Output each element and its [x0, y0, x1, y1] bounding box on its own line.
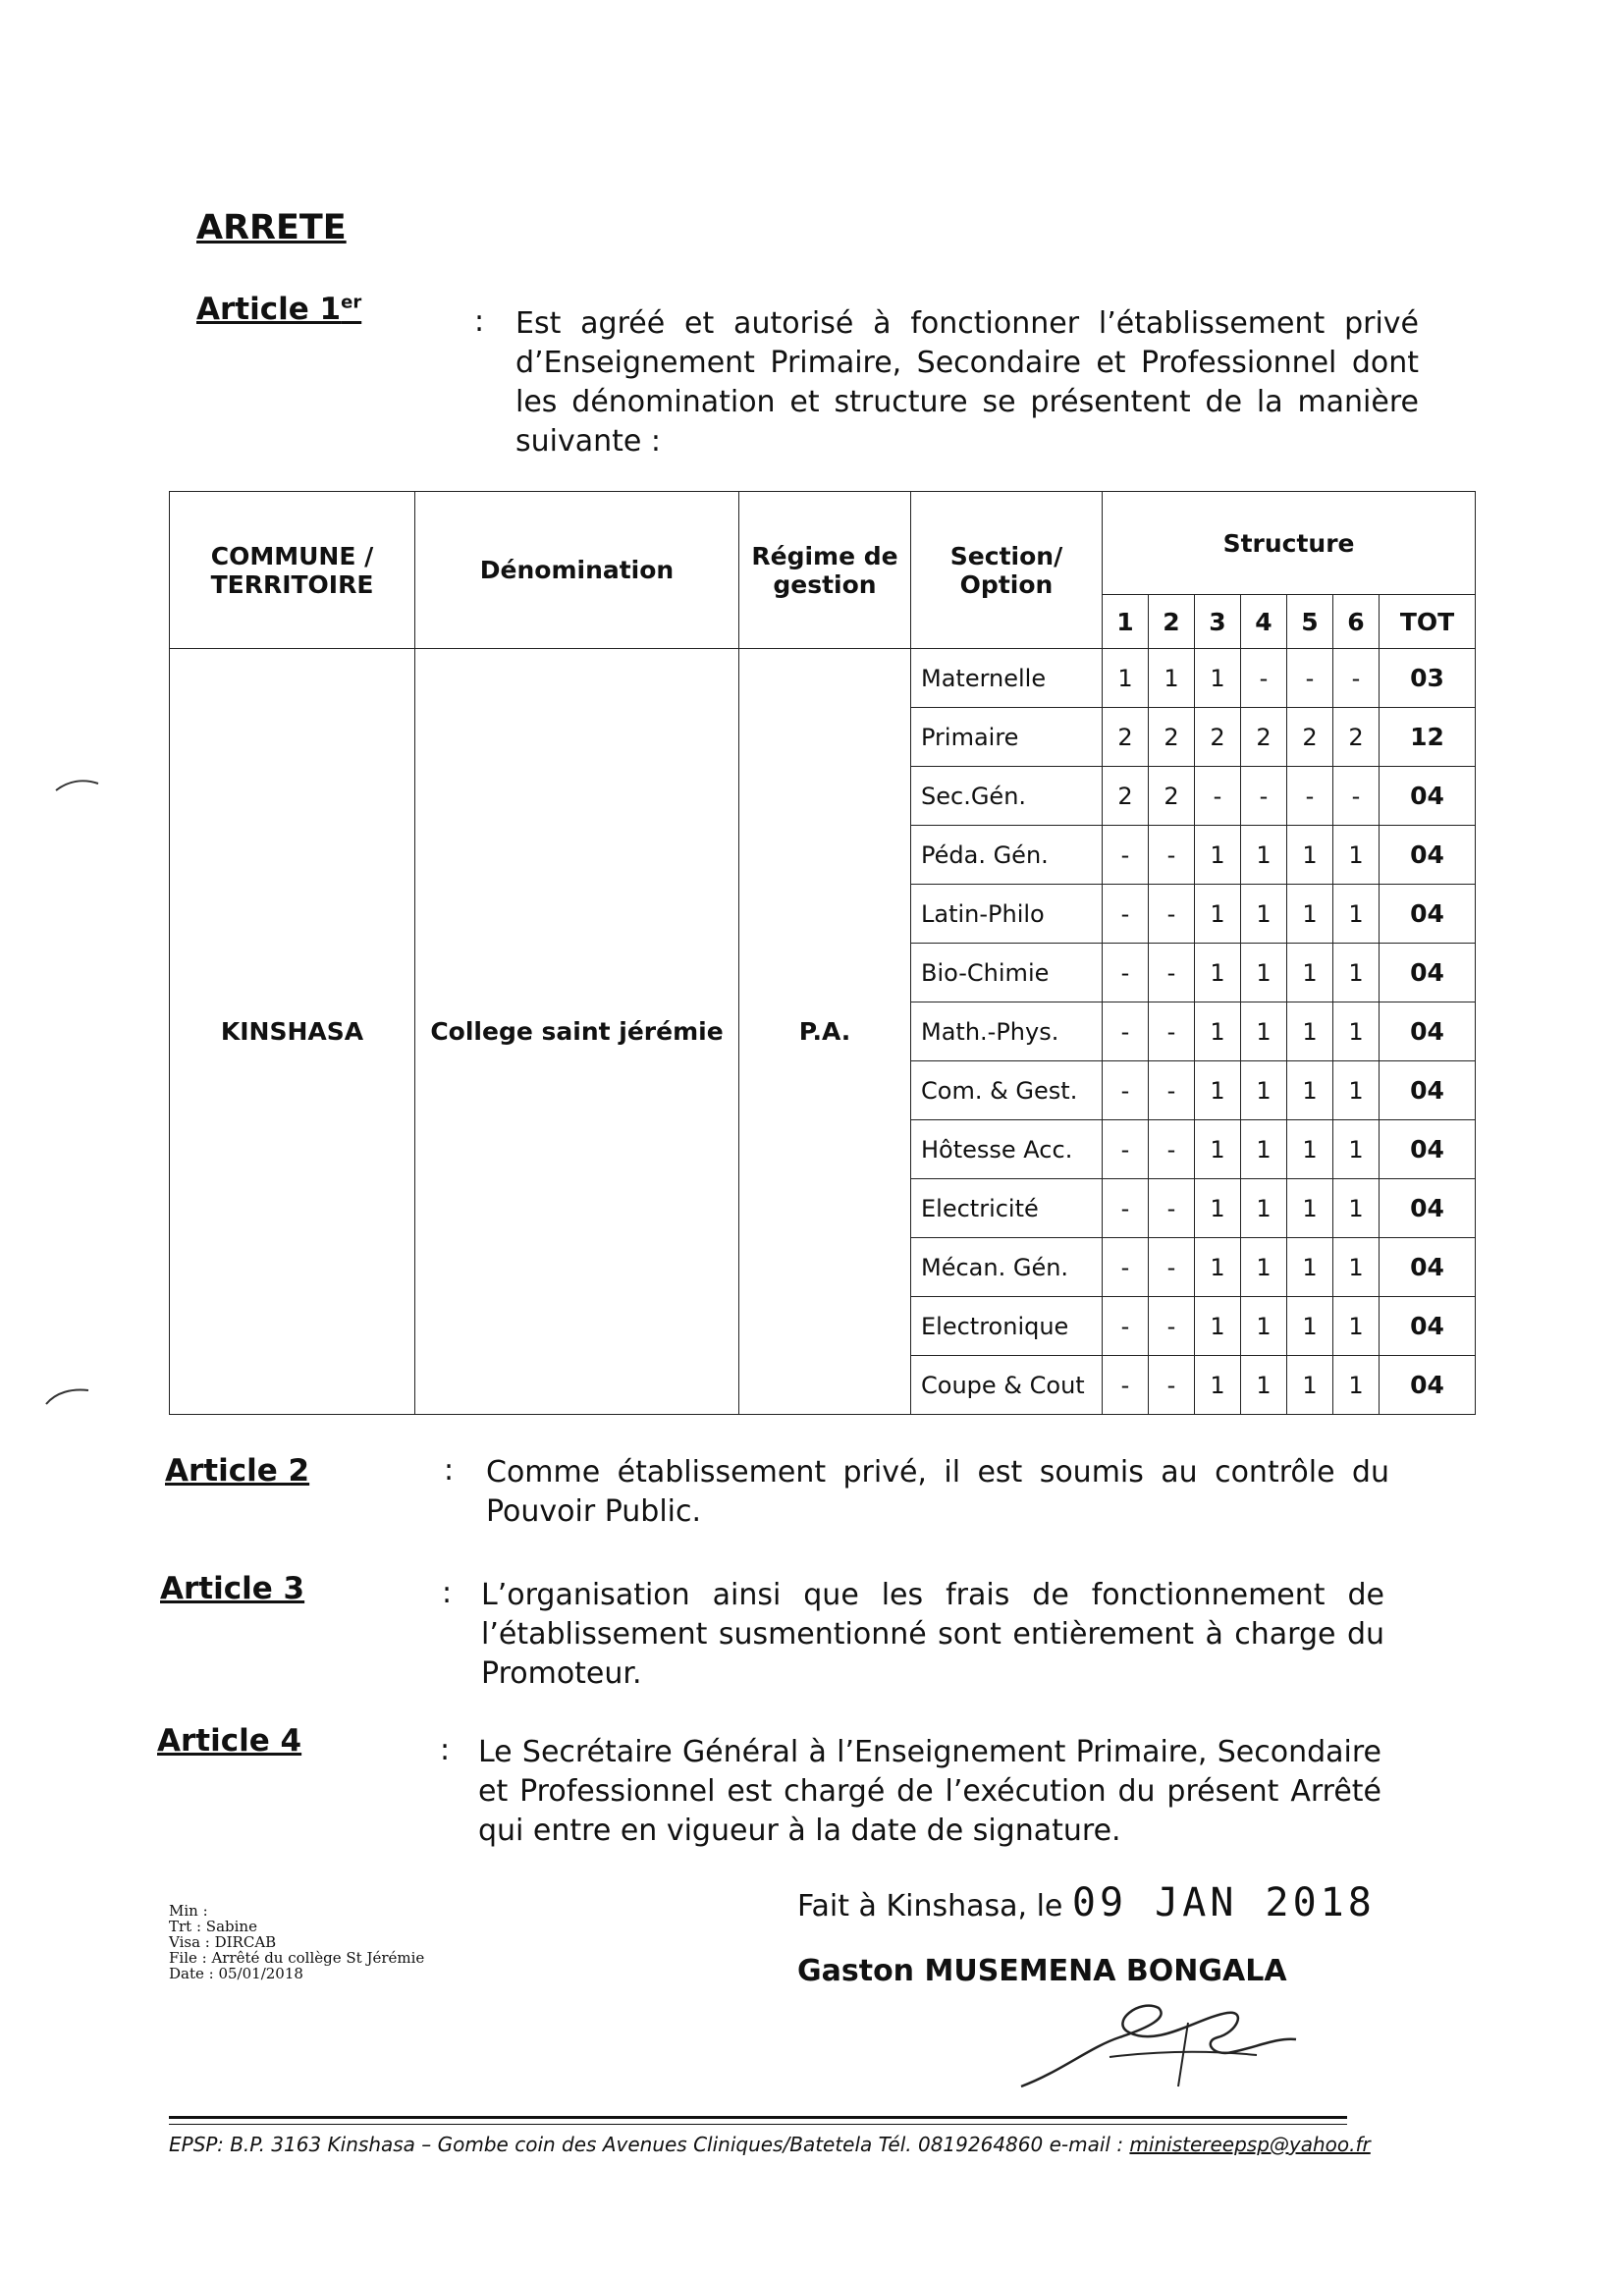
- cell-year-4: 1: [1241, 1297, 1287, 1356]
- cell-option: Bio-Chimie: [911, 944, 1103, 1002]
- cell-year-5: 1: [1287, 826, 1333, 885]
- cell-total: 04: [1380, 1120, 1476, 1179]
- article-4-text: Le Secrétaire Général à l’Enseignement Primaire, Secondaire et Professionnel est chargé de l’exécution du présent Arrêté qui entre en vigueur à la date de signature.: [478, 1735, 1381, 1848]
- structure-table-body: [170, 649, 1476, 1415]
- cell-year-2: -: [1149, 1061, 1195, 1120]
- signer-name: Gaston MUSEMENA BONGALA: [797, 1954, 1287, 1988]
- cell-year-3: 1: [1195, 1238, 1241, 1297]
- footer-address-text: EPSP: B.P. 3163 Kinshasa – Gombe coin des Avenues Cliniques/Batetela Tél. 0819264860 e-mail :: [169, 2133, 1130, 2156]
- cell-year-3: 1: [1195, 649, 1241, 708]
- article-3-label: Article 3: [160, 1571, 305, 1606]
- header-col-6: 6: [1333, 595, 1380, 649]
- header-commune: COMMUNE / TERRITOIRE: [170, 492, 415, 649]
- structure-table-wrapper: [169, 491, 1475, 1415]
- cell-year-1: -: [1103, 1061, 1149, 1120]
- scan-mark: [44, 1384, 93, 1409]
- cell-total: 04: [1380, 826, 1476, 885]
- article-2-colon: :: [444, 1453, 455, 1488]
- cell-option: Mécan. Gén.: [911, 1238, 1103, 1297]
- article-3-colon: :: [442, 1576, 453, 1610]
- cell-year-2: -: [1149, 1120, 1195, 1179]
- cell-year-2: -: [1149, 826, 1195, 885]
- cell-total: 04: [1380, 1002, 1476, 1061]
- cell-option: Com. & Gest.: [911, 1061, 1103, 1120]
- cell-year-1: -: [1103, 1297, 1149, 1356]
- cell-year-1: -: [1103, 826, 1149, 885]
- cell-option: Sec.Gén.: [911, 767, 1103, 826]
- cell-year-4: 1: [1241, 885, 1287, 944]
- document-heading: ARRETE: [196, 208, 347, 247]
- footer-rule: [169, 2116, 1347, 2119]
- article-4-label: Article 4: [157, 1723, 302, 1759]
- cell-year-1: 2: [1103, 708, 1149, 767]
- cell-year-4: 1: [1241, 944, 1287, 1002]
- header-col-2: 2: [1149, 595, 1195, 649]
- cell-option: Hôtesse Acc.: [911, 1120, 1103, 1179]
- cell-year-5: 1: [1287, 1120, 1333, 1179]
- cell-total: 04: [1380, 1238, 1476, 1297]
- cell-year-2: -: [1149, 944, 1195, 1002]
- cell-total: 04: [1380, 944, 1476, 1002]
- cell-year-5: 1: [1287, 1356, 1333, 1415]
- place-text: Fait à Kinshasa, le: [797, 1889, 1063, 1923]
- footer-rule-thin: [169, 2124, 1347, 2125]
- cell-year-3: 1: [1195, 1356, 1241, 1415]
- cell-total: 04: [1380, 885, 1476, 944]
- cell-year-3: 1: [1195, 1002, 1241, 1061]
- cell-year-1: 1: [1103, 649, 1149, 708]
- cell-commune: KINSHASA: [170, 649, 415, 1415]
- cell-year-2: 2: [1149, 767, 1195, 826]
- cell-year-4: 1: [1241, 1238, 1287, 1297]
- cell-year-2: -: [1149, 885, 1195, 944]
- article-1-sup: er: [341, 292, 362, 313]
- cell-year-4: 2: [1241, 708, 1287, 767]
- cell-year-1: -: [1103, 944, 1149, 1002]
- cell-year-4: 1: [1241, 1120, 1287, 1179]
- cell-year-6: 1: [1333, 1297, 1380, 1356]
- cell-year-6: 1: [1333, 1061, 1380, 1120]
- side-note-line: File : Arrêté du collège St Jérémie: [169, 1949, 425, 1967]
- cell-year-3: 2: [1195, 708, 1241, 767]
- cell-year-4: 1: [1241, 1002, 1287, 1061]
- cell-year-4: 1: [1241, 826, 1287, 885]
- cell-year-2: -: [1149, 1179, 1195, 1238]
- side-note-line: Min :: [169, 1902, 208, 1920]
- article-1-colon: :: [474, 304, 485, 339]
- header-col-4: 4: [1241, 595, 1287, 649]
- header-section: Section/ Option: [911, 492, 1103, 649]
- cell-option: Electricité: [911, 1179, 1103, 1238]
- date-stamp: 09 JAN 2018: [1071, 1880, 1376, 1925]
- cell-year-2: 1: [1149, 649, 1195, 708]
- cell-year-1: -: [1103, 885, 1149, 944]
- footer-email: ministereepsp@yahoo.fr: [1129, 2133, 1371, 2156]
- cell-year-5: -: [1287, 767, 1333, 826]
- header-col-3: 3: [1195, 595, 1241, 649]
- cell-year-6: 1: [1333, 826, 1380, 885]
- cell-year-3: 1: [1195, 885, 1241, 944]
- cell-year-1: -: [1103, 1002, 1149, 1061]
- cell-year-6: 2: [1333, 708, 1380, 767]
- article-2-text: Comme établissement privé, il est soumis au contrôle du Pouvoir Public.: [486, 1455, 1389, 1529]
- cell-year-5: 1: [1287, 1179, 1333, 1238]
- cell-year-1: -: [1103, 1179, 1149, 1238]
- article-3-text: L’organisation ainsi que les frais de fonctionnement de l’établissement susmentionné sont entièrement à charge du Promoteur.: [481, 1578, 1384, 1691]
- article-1-text: Est agréé et autorisé à fonctionner l’établissement privé d’Enseignement Primaire, Secondaire et Professionnel dont les dénomination et structure se présentent de la manière suivante :: [515, 306, 1419, 459]
- cell-year-4: 1: [1241, 1356, 1287, 1415]
- cell-year-6: 1: [1333, 1120, 1380, 1179]
- cell-year-3: 1: [1195, 944, 1241, 1002]
- cell-year-2: -: [1149, 1002, 1195, 1061]
- cell-year-6: 1: [1333, 1002, 1380, 1061]
- scan-mark: [54, 776, 103, 795]
- cell-denomination: College saint jérémie: [415, 649, 739, 1415]
- cell-year-1: -: [1103, 1356, 1149, 1415]
- side-note-line: Trt : Sabine: [169, 1918, 257, 1935]
- cell-year-2: 2: [1149, 708, 1195, 767]
- cell-total: 12: [1380, 708, 1476, 767]
- cell-total: 03: [1380, 649, 1476, 708]
- footer-address: [169, 2133, 1371, 2156]
- cell-total: 04: [1380, 1356, 1476, 1415]
- cell-year-6: -: [1333, 649, 1380, 708]
- cell-total: 04: [1380, 1061, 1476, 1120]
- cell-year-3: 1: [1195, 1297, 1241, 1356]
- cell-regime: P.A.: [739, 649, 911, 1415]
- header-denomination: Dénomination: [415, 492, 739, 649]
- cell-year-3: 1: [1195, 1061, 1241, 1120]
- cell-year-6: 1: [1333, 1179, 1380, 1238]
- cell-year-5: 1: [1287, 1297, 1333, 1356]
- cell-year-2: -: [1149, 1297, 1195, 1356]
- cell-year-5: 1: [1287, 1061, 1333, 1120]
- handwritten-signature: [1001, 1978, 1316, 2106]
- cell-option: Latin-Philo: [911, 885, 1103, 944]
- header-regime: Régime de gestion: [739, 492, 911, 649]
- structure-table: [169, 491, 1476, 1415]
- cell-year-3: -: [1195, 767, 1241, 826]
- cell-year-4: 1: [1241, 1179, 1287, 1238]
- header-col-5: 5: [1287, 595, 1333, 649]
- cell-year-1: -: [1103, 1120, 1149, 1179]
- table-row: [170, 649, 1476, 708]
- cell-year-6: 1: [1333, 944, 1380, 1002]
- cell-year-5: 1: [1287, 1238, 1333, 1297]
- side-note-line: Visa : DIRCAB: [169, 1933, 277, 1951]
- cell-year-5: 2: [1287, 708, 1333, 767]
- cell-year-5: 1: [1287, 885, 1333, 944]
- article-4-colon: :: [440, 1733, 451, 1767]
- cell-year-3: 1: [1195, 1120, 1241, 1179]
- cell-year-3: 1: [1195, 826, 1241, 885]
- cell-year-6: -: [1333, 767, 1380, 826]
- cell-total: 04: [1380, 767, 1476, 826]
- cell-total: 04: [1380, 1179, 1476, 1238]
- article-1-label-text: Article 1: [196, 292, 342, 327]
- side-note-line: Date : 05/01/2018: [169, 1965, 303, 1982]
- cell-option: Electronique: [911, 1297, 1103, 1356]
- cell-year-4: -: [1241, 649, 1287, 708]
- cell-year-5: 1: [1287, 1002, 1333, 1061]
- cell-year-5: 1: [1287, 944, 1333, 1002]
- place-date-line: [797, 1880, 1376, 1925]
- cell-year-2: -: [1149, 1238, 1195, 1297]
- article-2-label: Article 2: [165, 1453, 310, 1489]
- cell-option: Maternelle: [911, 649, 1103, 708]
- cell-year-5: -: [1287, 649, 1333, 708]
- cell-year-4: 1: [1241, 1061, 1287, 1120]
- cell-option: Primaire: [911, 708, 1103, 767]
- header-col-1: 1: [1103, 595, 1149, 649]
- cell-year-6: 1: [1333, 1238, 1380, 1297]
- cell-total: 04: [1380, 1297, 1476, 1356]
- cell-year-1: 2: [1103, 767, 1149, 826]
- cell-option: Coupe & Cout: [911, 1356, 1103, 1415]
- cell-year-6: 1: [1333, 1356, 1380, 1415]
- cell-year-4: -: [1241, 767, 1287, 826]
- cell-option: Math.-Phys.: [911, 1002, 1103, 1061]
- cell-year-6: 1: [1333, 885, 1380, 944]
- cell-option: Péda. Gén.: [911, 826, 1103, 885]
- cell-year-3: 1: [1195, 1179, 1241, 1238]
- cell-year-2: -: [1149, 1356, 1195, 1415]
- header-col-tot: TOT: [1380, 595, 1476, 649]
- cell-year-1: -: [1103, 1238, 1149, 1297]
- side-note: [169, 1903, 424, 1981]
- header-structure: Structure: [1103, 492, 1476, 595]
- article-1-label: [196, 292, 361, 327]
